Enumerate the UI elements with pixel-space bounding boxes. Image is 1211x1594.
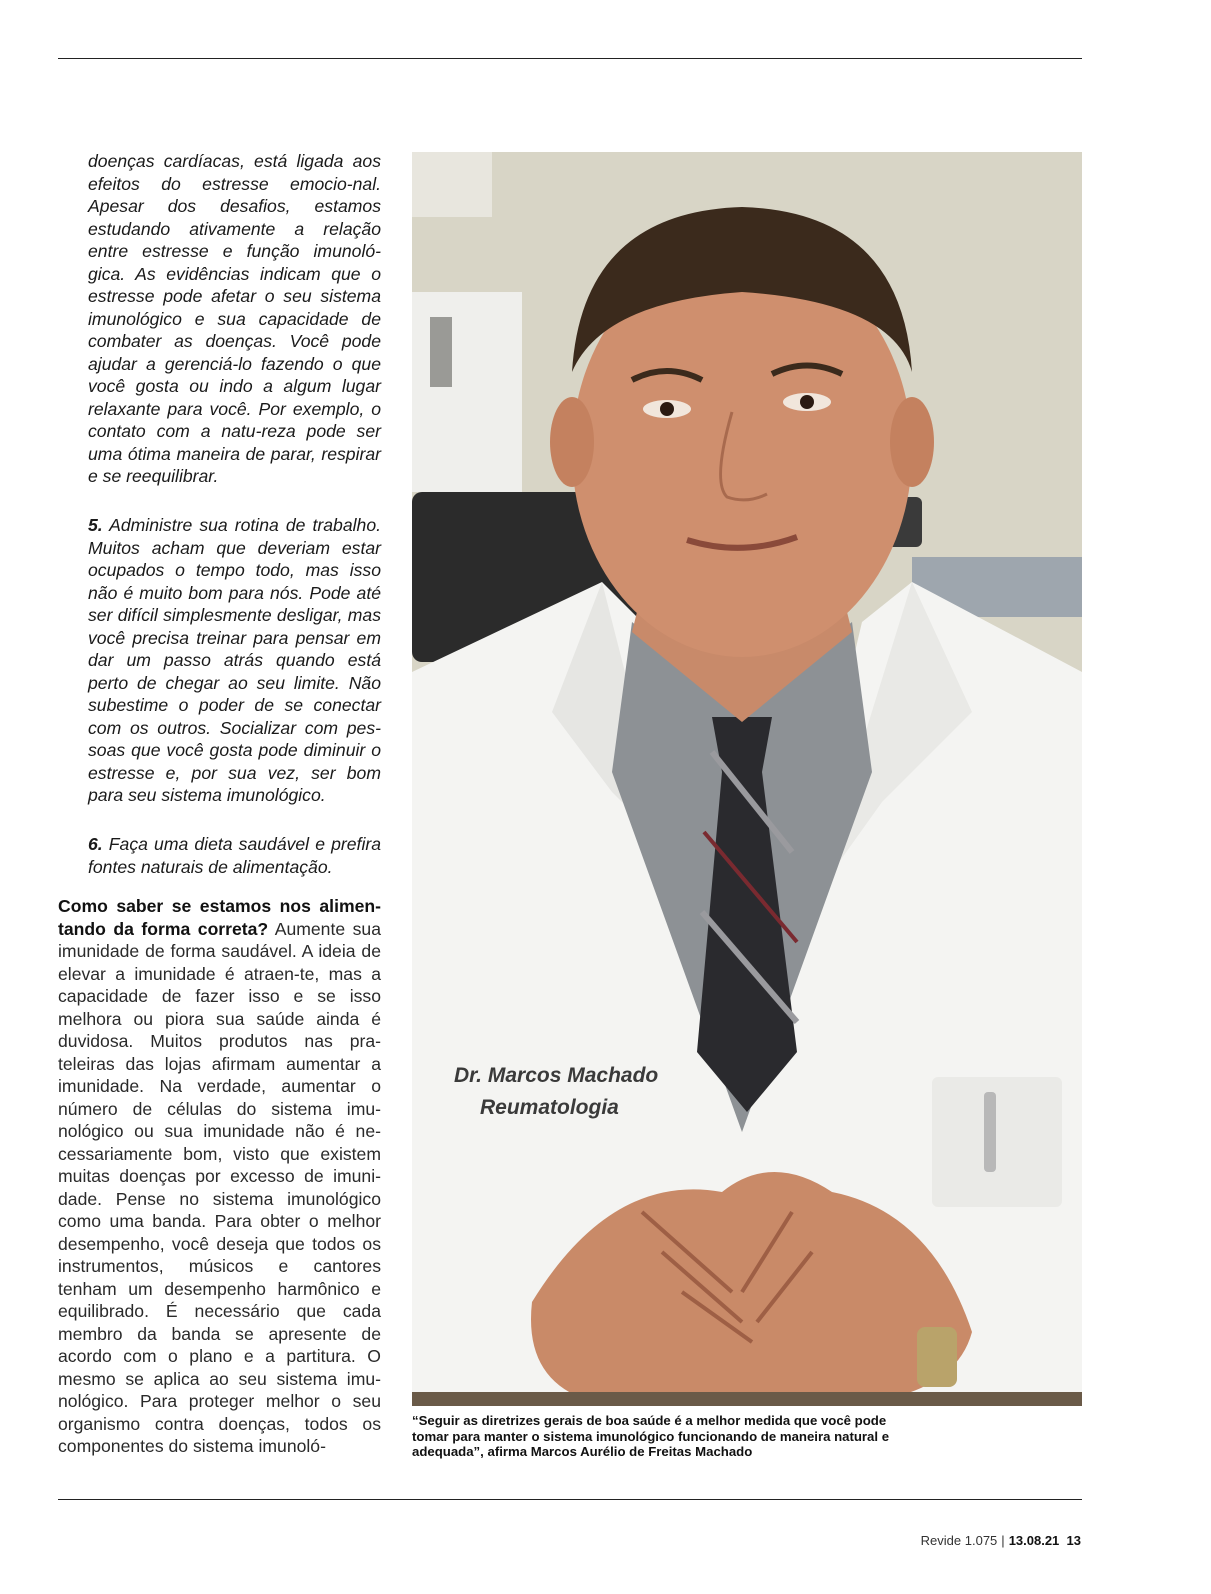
magazine-issue: Revide 1.075 — [920, 1533, 998, 1548]
doctor-photo — [412, 152, 1082, 1406]
page-number: 13 — [1066, 1533, 1081, 1548]
page-footer — [921, 1533, 1081, 1548]
footer-separator: | — [1001, 1533, 1005, 1548]
item-number: 6. — [88, 834, 103, 854]
item-text: Faça uma dieta saudável e prefira fontes naturais de alimentação. — [88, 834, 381, 877]
issue-date: 13.08.21 — [1008, 1533, 1060, 1548]
article-item-6 — [88, 833, 381, 878]
article-body — [58, 895, 381, 1458]
article-paragraph-stress — [88, 150, 381, 488]
photo-caption: “Seguir as diretrizes gerais de boa saúde é a melhor medida que você pode tomar para manter o sistema imunológico funcionando de maneira natural e adequada”, afirma Marcos Aurélio de Freitas Machado — [412, 1413, 890, 1459]
top-rule — [58, 58, 1082, 59]
bottom-rule — [58, 1499, 1082, 1500]
coat-name-text: Dr. Marcos Machado — [454, 1064, 659, 1087]
body-text: Aumente sua imunidade de forma saudável. A ideia de elevar a imunidade é atraen-te, mas a capacidade de fazer isso e se isso melhora ou piora sua saúde ainda é duvidosa. Muitos produtos nas pra-teleiras das lojas afirmam aumentar a imunidade. Na verdade, aumentar o número de células do sistema imu-nológico ou sua imunidade não é ne-cessariamente bom, visto que existem muitas doenças por excesso de imuni-dade. Pense no sistema imunológico como uma banda. Para obter o melhor desempenho, você deseja que todos os instrumentos, músicos e cantores tenham um desempenho harmônico e equilibrado. É necessário que cada membro da banda se apresente de acordo com o plano e a partitura. O mesmo se aplica ao seu sistema imu-nológico. Para proteger melhor o seu organismo contra doenças, todos os componentes do sistema imunoló- — [58, 918, 381, 1456]
doctor-illustration — [412, 152, 1082, 1406]
item-text: Administre sua rotina de trabalho. Muitos acham que deveriam estar ocupados o tempo todo, mas isso não é muito bom para nós. Pode até ser difícil simplesmente desligar, mas você precisa treinar para pensar em dar um passo atrás quando está perto de chegar ao seu limite. Não subestime o poder de se conectar com os outros. Socializar com pes-soas que você gosta pode diminuir o estresse e, por sua vez, ser bom para seu sistema imunológico. — [88, 515, 381, 805]
paragraph-text: doenças cardíacas, está ligada aos efeitos do estresse emocio-nal. Apesar dos desafios, estamos estudando ativamente a relação entre estresse e função imunoló-gica. As evidências indicam que o estresse pode afetar o seu sistema imunológico e sua capacidade de combater as doenças. Você pode ajudar a gerenciá-lo fazendo o que você gosta ou indo a algum lugar relaxante para você. Por exemplo, o contato com a natu-reza pode ser uma ótima maneira de parar, respirar e se reequilibrar. — [88, 151, 381, 486]
subheading-question: Como saber se estamos nos alimen-tando da forma correta? — [58, 896, 381, 939]
article-item-5 — [88, 514, 381, 807]
coat-specialty-text: Reumatologia — [480, 1096, 619, 1119]
item-number: 5. — [88, 515, 103, 535]
